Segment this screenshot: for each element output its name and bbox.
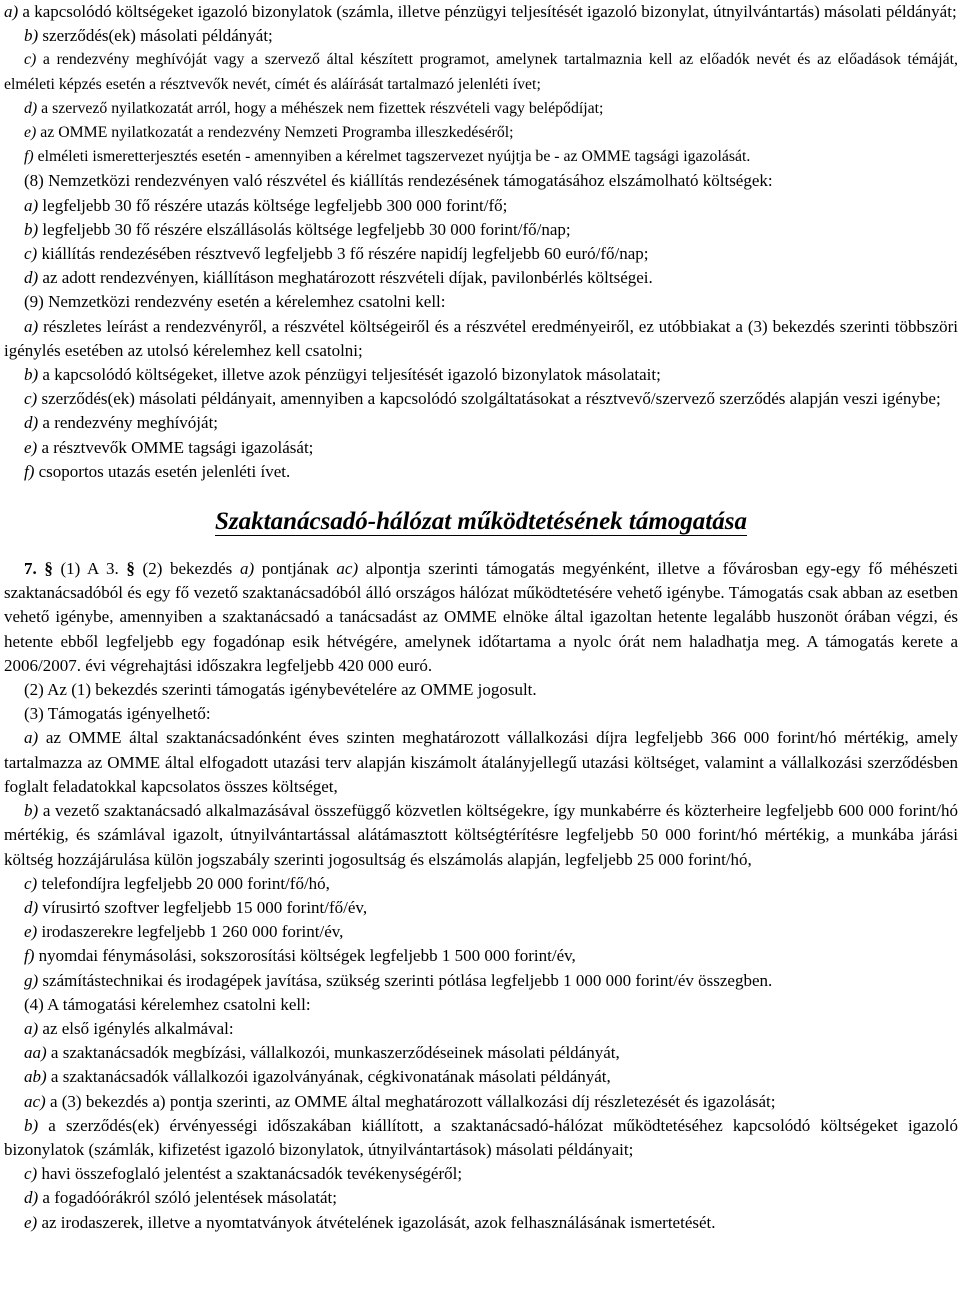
list-item: f) csoportos utazás esetén jelenléti ívet. [24, 461, 291, 481]
list-item: d) vírusirtó szoftver legfeljebb 15 000 forint/fő/év, [24, 897, 368, 917]
section-title [4, 507, 958, 537]
list-item: e) a résztvevők OMME tagsági igazolását; [24, 437, 314, 457]
list-item: f) nyomdai fénymásolási, sokszorosítási költségek legfeljebb 1 500 000 forint/év, [24, 946, 576, 966]
section-title-text: Szaktanácsadó-hálózat működtetésének támogatása [215, 508, 747, 536]
list-item: d) a fogadóórákról szóló jelentések másolatát; [24, 1188, 337, 1208]
block8-list [4, 194, 958, 291]
list-item: a) részletes leírást a rendezvényről, a részvétel költségeiről és a részvétel eredményeiről, ez utóbbiakat a (3) bekezdés szerinti többszöri igénylés esetében az utolsó kérelemhez kell csatolni; [4, 316, 958, 360]
list-item: e) az irodaszerek, illetve a nyomtatványok átvételének igazolását, azok felhasználásának ismertetését. [24, 1212, 716, 1232]
section-7-paragraph-1: 7. § (1) A 3. § (2) bekezdés a) pontjának ac) alpontja szerinti támogatás megyénként, illetve a fővárosban egy-egy fő méhészeti szaktanácsadóból és egy fő vezető szaktanácsadóból álló országos hálózat működtetésére vehető igénybe. Támogatás csak abban az esetben vehető igénybe, amennyiben a szaktanácsadó a tanácsadást az OMME elnöke által igazoltan hetente legalább huszonöt órában végzi, és hetente ebből legfeljebb egy fogadónap esik hétvégére, amelynek időtartama a nyolc órát nem haladhatja meg. A támogatás kerete a 2006/2007. évi végrehajtási időszakra legfeljebb 420 000 euró. [4, 559, 958, 675]
list-item: a) az OMME által szaktanácsadónként éves szinten meghatározott vállalkozási díjra legfeljebb 366 000 forint/hó mértékig, amely tartalmazza az OMME által elfogadott utazási terv alapján kiszámolt átalányjellegű utazási költséget, valamint a vállalkozási szerződésben foglalt feladatokkal kapcsolatos összes költséget, [4, 728, 958, 796]
section-7-paragraph-3: (3) Támogatás igényelhető: [24, 704, 211, 724]
list-item: g) számítástechnikai és irodagépek javítása, szükség szerinti pótlása legfeljebb 1 000 000 forint/év összegben. [24, 970, 773, 990]
list-item: e) irodaszerekre legfeljebb 1 260 000 forint/év, [24, 922, 344, 942]
block9-list [4, 315, 958, 484]
section-7-paragraph-2: (2) Az (1) bekezdés szerinti támogatás igénybevételére az OMME jogosult. [24, 680, 537, 700]
list-item: b) szerződés(ek) másolati példányát; [24, 26, 273, 46]
list-item: d) a szervező nyilatkozatát arról, hogy a méhészek nem fizettek részvételi vagy belépődíjat; [24, 99, 604, 117]
paragraph-8-intro: (8) Nemzetközi rendezvényen való részvétel és kiállítás rendezésének támogatásához elszámolható költségek: [24, 171, 773, 191]
list-item: c) havi összefoglaló jelentést a szaktanácsadók tevékenységéről; [24, 1164, 463, 1184]
list-item: c) szerződés(ek) másolati példányait, amennyiben a kapcsolódó szolgáltatásokat a résztvevő/szervező szerződés alapján veszi igénybe; [24, 389, 941, 409]
list-item: ac) a (3) bekezdés a) pontja szerinti, az OMME által meghatározott vállalkozási díj részletezését és igazolását; [24, 1091, 776, 1111]
block74-list [4, 1017, 958, 1235]
list-item: e) az OMME nyilatkozatát a rendezvény Nemzeti Programba illeszkedéséről; [24, 124, 514, 142]
list-item: f) elméleti ismeretterjesztés esetén - amennyiben a kérelmet tagszervezet nyújtja be - az OMME tagsági igazolását. [24, 148, 751, 166]
list-item: b) a vezető szaktanácsadó alkalmazásával összefüggő közvetlen költségekre, így munkabérre és közterheire legfeljebb 600 000 forint/hó mértékig, és számlával igazolt, útnyilvántartással alátámasztott költségtérítésre legfeljebb 50 000 forint/hó mértékig, a munkába járási költség hozzájárulása külön jogszabály szerinti jogosultság és elszámolás alapján, legfeljebb 25 000 forint/hó, [4, 801, 958, 869]
list-item: c) kiállítás rendezésében résztvevő legfeljebb 3 fő részére napidíj legfeljebb 60 euró/fő/nap; [24, 244, 649, 264]
block73-list [4, 726, 958, 992]
list-item: a) legfeljebb 30 fő részére utazás költsége legfeljebb 300 000 forint/fő; [24, 195, 508, 215]
list-item: c) telefondíjra legfeljebb 20 000 forint/fő/hó, [24, 873, 330, 893]
list-item: b) a szerződés(ek) érvényességi időszakában kiállított, a szaktanácsadó-hálózat működtetéséhez kapcsolódó költségeket igazoló bizonylatok (számlák, kifizetést igazoló bizonylatok, útnyilvántartások) másolati példányait; [4, 1115, 958, 1159]
list-item: aa) a szaktanácsadók megbízási, vállalkozói, munkaszerződéseinek másolati példányát, [24, 1043, 620, 1063]
section-7-paragraph-4: (4) A támogatási kérelemhez csatolni kell: [24, 994, 311, 1014]
paragraph-9-intro: (9) Nemzetközi rendezvény esetén a kérelemhez csatolni kell: [24, 292, 446, 312]
list-item: d) az adott rendezvényen, kiállításon meghatározott részvételi díjak, pavilonbérlés költségei. [24, 268, 653, 288]
list-item: ab) a szaktanácsadók vállalkozói igazolványának, cégkivonatának másolati példányát, [24, 1067, 611, 1087]
block1-list [4, 0, 958, 169]
list-item: a) az első igénylés alkalmával: [24, 1018, 234, 1038]
list-item: d) a rendezvény meghívóját; [24, 413, 219, 433]
list-item: c) a rendezvény meghívóját vagy a szervező által készített programot, amelynek tartalmaznia kell az előadók nevét és az előadások témáját, elméleti képzés esetén a résztvevők nevét, címét és aláírását tartalmazó jelenléti ívet; [4, 51, 958, 93]
list-item: b) legfeljebb 30 fő részére elszállásolás költsége legfeljebb 30 000 forint/fő/nap; [24, 219, 571, 239]
list-item: b) a kapcsolódó költségeket, illetve azok pénzügyi teljesítését igazoló bizonylatok másolatait; [24, 365, 661, 385]
list-item: a) a kapcsolódó költségeket igazoló bizonylatok (számla, illetve pénzügyi teljesítését igazoló bizonylat, útnyilvántartás) másolati példányát; [4, 2, 957, 21]
